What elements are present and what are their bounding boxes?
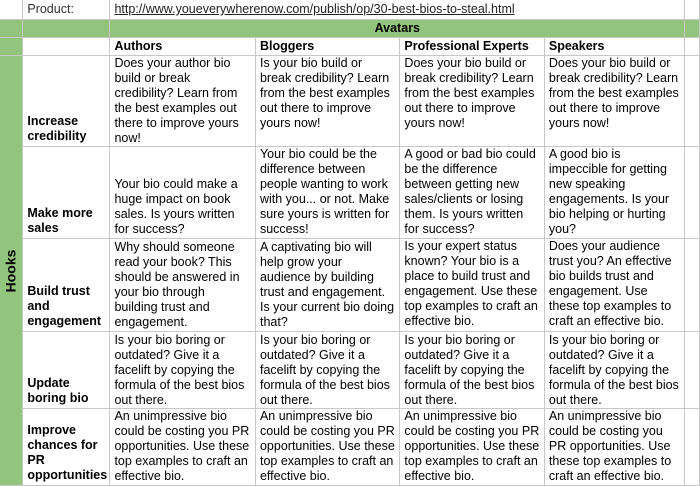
hooks-label: Hooks: [2, 249, 19, 292]
cell-blank[interactable]: [685, 147, 700, 239]
cell-blank[interactable]: [685, 239, 700, 332]
table-cell[interactable]: Is your bio boring or outdated? Give it a facelift by copying the formula of the best bios out there.: [110, 332, 256, 409]
row-label[interactable]: Build trust and engagement: [23, 239, 110, 332]
table-cell[interactable]: Is your bio build or break credibility? Learn from the best examples out there to improve yours now!: [255, 56, 399, 147]
column-header-authors[interactable]: Authors: [110, 38, 256, 56]
table-cell[interactable]: An unimpressive bio could be costing you PR opportunities. Use these top examples to craft an effective bio.: [110, 409, 256, 486]
corner-green-cell[interactable]: [23, 20, 110, 38]
column-header-bloggers[interactable]: Bloggers: [255, 38, 399, 56]
table-cell[interactable]: A good or bad bio could be the difference between getting new sales/clients or losing them. Is yours written for success?: [400, 147, 544, 239]
table-cell[interactable]: An unimpressive bio could be costing you PR opportunities. Use these top examples to craft an effective bio.: [544, 409, 684, 486]
table-row: [0, 409, 700, 486]
cell-blank[interactable]: [685, 409, 700, 486]
corner-green-cell[interactable]: [0, 20, 23, 38]
table-row: [0, 332, 700, 409]
table-cell[interactable]: Does your author bio build or break credibility? Learn from the best examples out there to improve yours now!: [110, 56, 256, 147]
product-url-link[interactable]: http://www.youeverywherenow.com/publish/op/30-best-bios-to-steal.html: [114, 2, 515, 16]
table-cell[interactable]: Does your bio build or break credibility? Learn from the best examples out there to improve yours now!: [400, 56, 544, 147]
table-cell[interactable]: Is your expert status known? Your bio is a place to build trust and engagement. Use these top examples to craft an effective bio.: [400, 239, 544, 332]
tail-green-cell[interactable]: [685, 20, 700, 38]
table-cell[interactable]: Does your audience trust you? An effective bio builds trust and engagement. Use these top examples to craft an effective bio.: [544, 239, 684, 332]
table-cell[interactable]: Why should someone read your book? This should be answered in your bio through building trust and engagement.: [110, 239, 256, 332]
column-header-row: [0, 38, 700, 56]
table-cell[interactable]: A good bio is impeccible for getting new speaking engagements. Is your bio helping or hurting you?: [544, 147, 684, 239]
table-row: [0, 56, 700, 147]
cell-blank[interactable]: [23, 38, 110, 56]
table-cell[interactable]: A captivating bio will help grow your audience by building trust and engagement. Is your current bio doing that?: [255, 239, 399, 332]
cell-blank[interactable]: [685, 38, 700, 56]
cell-blank[interactable]: [685, 56, 700, 147]
column-header-speakers[interactable]: Speakers: [544, 38, 684, 56]
cell-blank[interactable]: [685, 332, 700, 409]
product-row: [0, 0, 700, 20]
table-cell[interactable]: An unimpressive bio could be costing you PR opportunities. Use these top examples to craft an effective bio.: [255, 409, 399, 486]
table-row: [0, 239, 700, 332]
table-cell[interactable]: Your bio could be the difference between people wanting to work with you... or not. Make sure yours is written for success!: [255, 147, 399, 239]
row-label[interactable]: Improve chances for PR opportunities: [23, 409, 110, 486]
table-cell[interactable]: Is your bio boring or outdated? Give it a facelift by copying the formula of the best bios out there.: [544, 332, 684, 409]
table-cell[interactable]: Your bio could make a huge impact on book sales. Is yours written for success?: [110, 147, 256, 239]
product-label[interactable]: Product:: [23, 0, 110, 20]
avatars-row: [0, 20, 700, 38]
hooks-top-cell[interactable]: [0, 38, 23, 56]
table-cell[interactable]: Does your bio build or break credibility? Learn from the best examples out there to improve yours now!: [544, 56, 684, 147]
avatars-header[interactable]: Avatars: [110, 20, 685, 38]
column-header-professional-experts[interactable]: Professional Experts: [400, 38, 544, 56]
hooks-side-header[interactable]: [0, 56, 23, 486]
product-url-cell[interactable]: [110, 0, 685, 20]
row-label[interactable]: Update boring bio: [23, 332, 110, 409]
cell-blank[interactable]: [0, 0, 23, 20]
cell-blank[interactable]: [685, 0, 700, 20]
table-cell[interactable]: Is your bio boring or outdated? Give it a facelift by copying the formula of the best bios out there.: [255, 332, 399, 409]
table-row: [0, 147, 700, 239]
table-cell[interactable]: Is your bio boring or outdated? Give it a facelift by copying the formula of the best bios out there.: [400, 332, 544, 409]
row-label[interactable]: Make more sales: [23, 147, 110, 239]
row-label[interactable]: Increase credibility: [23, 56, 110, 147]
table-cell[interactable]: An unimpressive bio could be costing you PR opportunities. Use these top examples to craft an effective bio.: [400, 409, 544, 486]
